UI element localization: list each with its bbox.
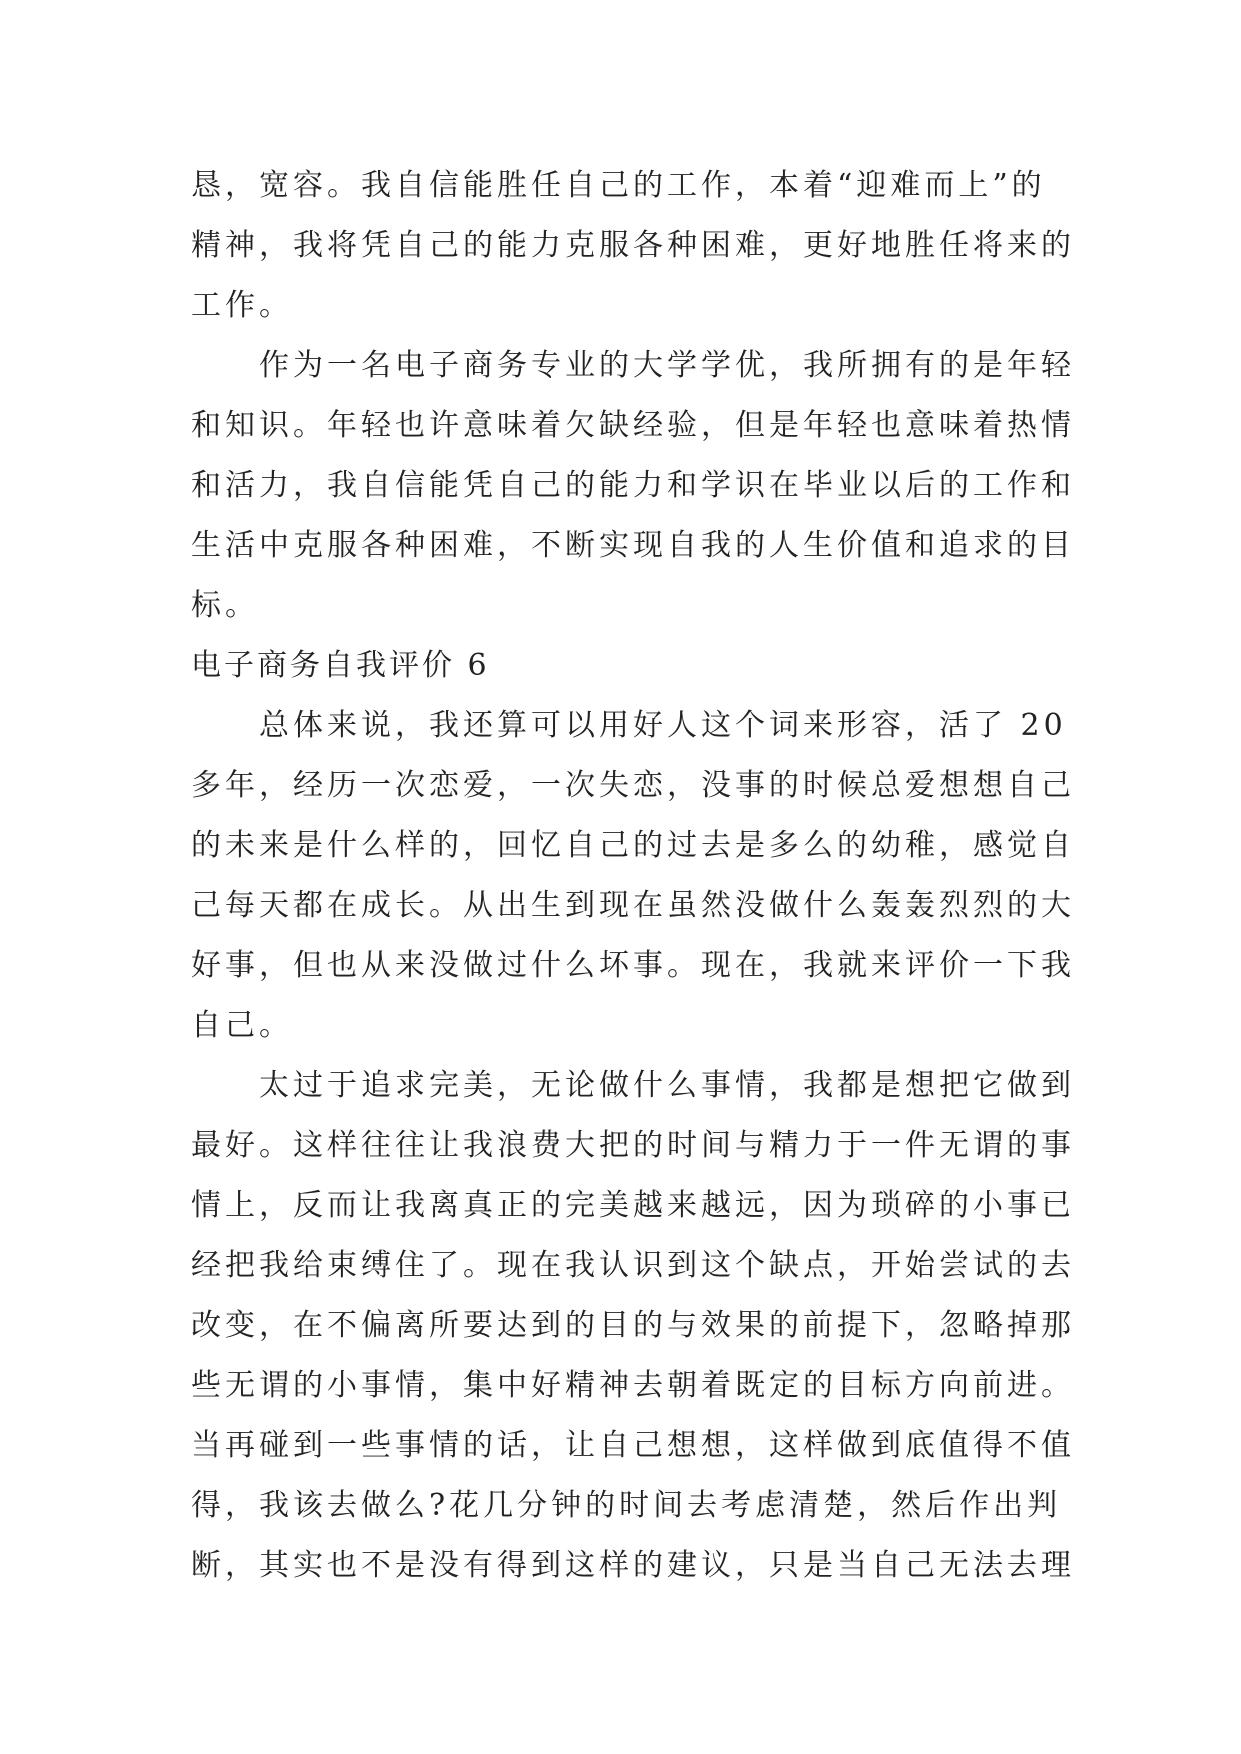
text-line: 些无谓的小事情，集中好精神去朝着既定的目标方向前进。 xyxy=(191,1368,1075,1403)
document-body xyxy=(191,156,1075,1596)
text-line: 精神，我将凭自己的能力克服各种困难，更好地胜任将来的 xyxy=(191,228,1075,263)
text-line: 最好。这样往往让我浪费大把的时间与精力于一件无谓的事 xyxy=(191,1128,1075,1163)
paragraph-first-line: 总体来说，我还算可以用好人这个词来形容，活了 20 xyxy=(259,708,1067,743)
paragraph-first-line: 太过于追求完美，无论做什么事情，我都是想把它做到 xyxy=(259,1068,1075,1103)
text-line: 经把我给束缚住了。现在我认识到这个缺点，开始尝试的去 xyxy=(191,1248,1075,1283)
text-line: 自己。 xyxy=(191,1008,293,1043)
text-line: 标。 xyxy=(191,588,259,623)
text-line: 的未来是什么样的，回忆自己的过去是多么的幼稚，感觉自 xyxy=(191,828,1075,863)
text-line: 恳，宽容。我自信能胜任自己的工作，本着“迎难而上”的 xyxy=(191,168,1046,203)
text-line: 好事，但也从来没做过什么坏事。现在，我就来评价一下我 xyxy=(191,948,1075,983)
text-line: 多年，经历一次恋爱，一次失恋，没事的时候总爱想想自己 xyxy=(191,768,1075,803)
text-line: 断，其实也不是没有得到这样的建议，只是当自己无法去理 xyxy=(191,1548,1075,1583)
text-line: 得，我该去做么?花几分钟的时间去考虑清楚，然后作出判 xyxy=(191,1488,1062,1523)
text-line: 和活力，我自信能凭自己的能力和学识在毕业以后的工作和 xyxy=(191,468,1075,503)
text-line: 当再碰到一些事情的话，让自己想想，这样做到底值得不值 xyxy=(191,1428,1075,1463)
paragraph-first-line: 作为一名电子商务专业的大学学优，我所拥有的是年轻 xyxy=(259,348,1075,383)
text-line: 己每天都在成长。从出生到现在虽然没做什么轰轰烈烈的大 xyxy=(191,888,1075,923)
text-line: 和知识。年轻也许意味着欠缺经验，但是年轻也意味着热情 xyxy=(191,408,1075,443)
text-line: 改变，在不偏离所要达到的目的与效果的前提下，忽略掉那 xyxy=(191,1308,1075,1343)
section-heading: 电子商务自我评价 6 xyxy=(191,648,490,683)
text-line: 生活中克服各种困难，不断实现自我的人生价值和追求的目 xyxy=(191,528,1075,563)
text-line: 工作。 xyxy=(191,288,293,323)
text-line: 情上，反而让我离真正的完美越来越远，因为琐碎的小事已 xyxy=(191,1188,1075,1223)
